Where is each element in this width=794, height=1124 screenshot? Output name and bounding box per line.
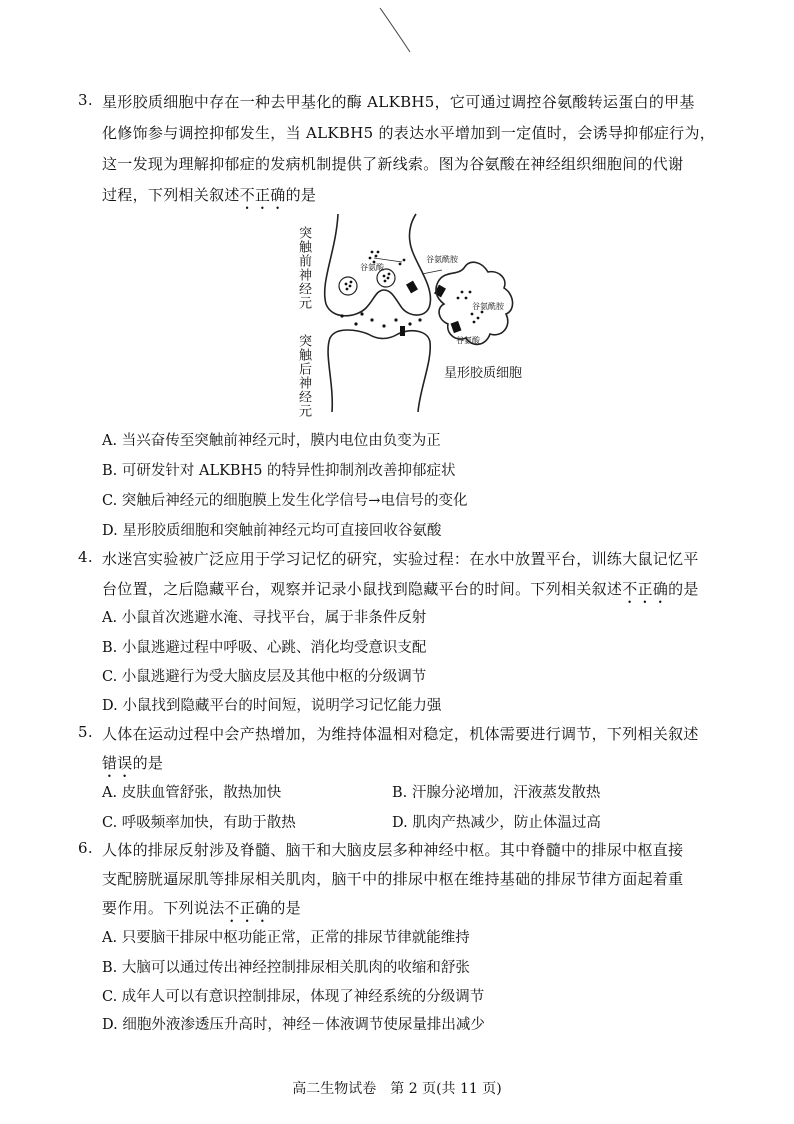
q4-line-1: 水迷宫实验被广泛应用于学习记忆的研究，实验过程：在水中放置平台，训练大鼠记忆平 [102, 550, 699, 568]
pen-mark [376, 6, 416, 56]
q6-number: 6. [78, 839, 93, 857]
label-glutamate-1: 谷氨酸 [360, 263, 384, 272]
emphasis-not-correct: 不正确 [622, 580, 669, 598]
emphasis-not-correct: 不正确 [224, 899, 271, 917]
q4-option-d: D. 小鼠找到隐藏平台的时间短，说明学习记忆能力强 [102, 698, 442, 714]
q5-number: 5. [78, 723, 93, 741]
q5-option-b: B. 汗腺分泌增加，汗液蒸发散热 [392, 785, 601, 801]
q6-option-c: C. 成年人可以有意识控制排尿，体现了神经系统的分级调节 [102, 989, 485, 1005]
synapse-diagram [312, 212, 542, 412]
q3-option-d: D. 星形胶质细胞和突触前神经元均可直接回收谷氨酸 [102, 523, 442, 539]
q5-option-a: A. 皮肤血管舒张，散热加快 [102, 785, 282, 801]
emphasis-not-correct: 不正确 [239, 186, 286, 204]
astrocyte-label: 星形胶质细胞 [444, 366, 523, 381]
q4-option-a: A. 小鼠首次逃避水淹、寻找平台，属于非条件反射 [102, 610, 427, 626]
q5-line-1: 人体在运动过程中会产热增加，为维持体温相对稳定，机体需要进行调节，下列相关叙述 [102, 725, 699, 743]
label-glutamine-1: 谷氨酰胺 [426, 255, 458, 264]
q3-option-a: A. 当兴奋传至突触前神经元时，膜内电位由负变为正 [102, 433, 441, 449]
q6-line-3: 要作用。下列说法不正确的是 [102, 899, 301, 917]
q4-option-b: B. 小鼠逃避过程中呼吸、心跳、消化均受意识支配 [102, 640, 427, 656]
q3-line-3: 这一发现为理解抑郁症的发病机制提供了新线索。图为谷氨酸在神经组织细胞间的代谢 [102, 155, 684, 173]
page-footer: 高二生物试卷 第 2 页(共 11 页) [292, 1081, 502, 1097]
q6-line-1: 人体的排尿反射涉及脊髓、脑干和大脑皮层多种神经中枢。其中脊髓中的排尿中枢直接 [102, 841, 684, 859]
q6-option-b: B. 大脑可以通过传出神经控制排尿相关肌肉的收缩和舒张 [102, 960, 470, 976]
q3-option-c: C. 突触后神经元的细胞膜上发生化学信号→电信号的变化 [102, 493, 468, 509]
q4-option-c: C. 小鼠逃避行为受大脑皮层及其他中枢的分级调节 [102, 669, 427, 685]
q4-line-2: 台位置，之后隐藏平台，观察并记录小鼠找到隐藏平台的时间。下列相关叙述不正确的是 [102, 580, 699, 598]
label-glutamate-2: 谷氨酸 [456, 336, 480, 345]
q3-number: 3. [78, 91, 93, 109]
q3-line-1: 星形胶质细胞中存在一种去甲基化的酶 ALKBH5，它可通过调控谷氨酸转运蛋白的甲基 [102, 93, 695, 111]
q3-option-b: B. 可研发针对 ALKBH5 的特异性抑制剂改善抑郁症状 [102, 463, 456, 479]
synapse-figure [290, 212, 540, 424]
q6-option-a: A. 只要脑干排尿中枢功能正常，正常的排尿节律就能维持 [102, 930, 470, 946]
q5-option-c: C. 呼吸频率加快，有助于散热 [102, 815, 296, 831]
q3-line-4: 过程，下列相关叙述不正确的是 [102, 186, 317, 204]
emphasis-wrong: 错误 [102, 754, 133, 772]
pre-neuron-label: 突触前神经元 [296, 226, 311, 310]
post-neuron-label: 突触后神经元 [296, 334, 311, 418]
q6-line-2: 支配膀胱逼尿肌等排尿相关肌肉，脑干中的排尿中枢在维持基础的排尿节律方面起着重 [102, 870, 684, 888]
q5-line-2: 错误的是 [102, 754, 164, 772]
q6-option-d: D. 细胞外液渗透压升高时，神经－体液调节使尿量排出减少 [102, 1017, 485, 1033]
label-glutamine-2: 谷氨酰胺 [472, 302, 504, 311]
q4-number: 4. [78, 548, 93, 566]
q5-option-d: D. 肌肉产热减少，防止体温过高 [392, 815, 601, 831]
q3-line-2: 化修饰参与调控抑郁发生，当 ALKBH5 的表达水平增加到一定值时，会诱导抑郁症行为， [102, 124, 716, 142]
